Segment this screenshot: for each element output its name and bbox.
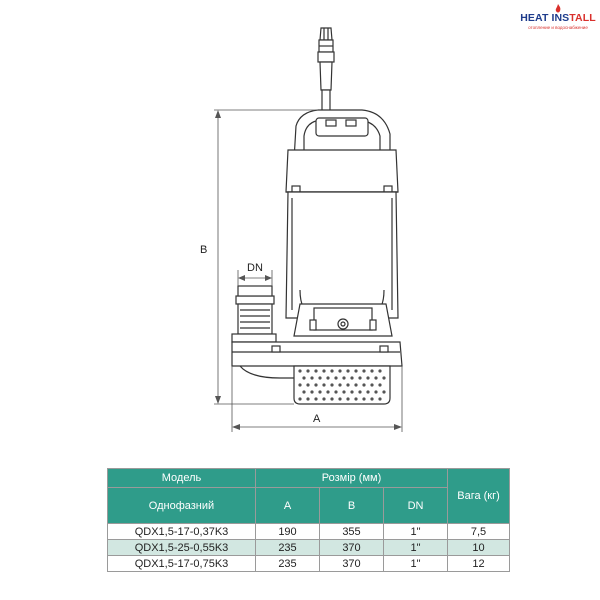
brand-tagline: отопление и водоснабжение [528,25,588,30]
header-col-dn: DN [384,488,448,524]
table-row [108,556,510,572]
table-row [108,540,510,556]
cell-a: 235 [256,540,320,556]
cell-b: 370 [320,556,384,572]
spec-table [107,468,510,572]
dimension-label-a: A [313,413,321,425]
cell-model: QDX1,5-25-0,55K3 [108,540,256,556]
dimension-label-dn: DN [247,262,263,274]
cell-a: 235 [256,556,320,572]
cell-dn: 1" [384,540,448,556]
cell-model: QDX1,5-17-0,75K3 [108,556,256,572]
header-weight: Вага (кг) [448,469,510,524]
cell-a: 190 [256,524,320,540]
table-row [108,524,510,540]
cell-weight: 7,5 [448,524,510,540]
cell-b: 370 [320,540,384,556]
dimension-label-b: B [200,244,208,256]
header-col-b: B [320,488,384,524]
cell-model: QDX1,5-17-0,37K3 [108,524,256,540]
cell-dn: 1" [384,524,448,540]
brand-name: HEAT INSTALL [520,12,596,24]
header-col-a: A [256,488,320,524]
header-size: Розмір (мм) [256,469,448,488]
cell-dn: 1" [384,556,448,572]
cell-weight: 12 [448,556,510,572]
cell-b: 355 [320,524,384,540]
header-model: Модель [108,469,256,488]
header-phase: Однофазний [108,488,256,524]
cell-weight: 10 [448,540,510,556]
